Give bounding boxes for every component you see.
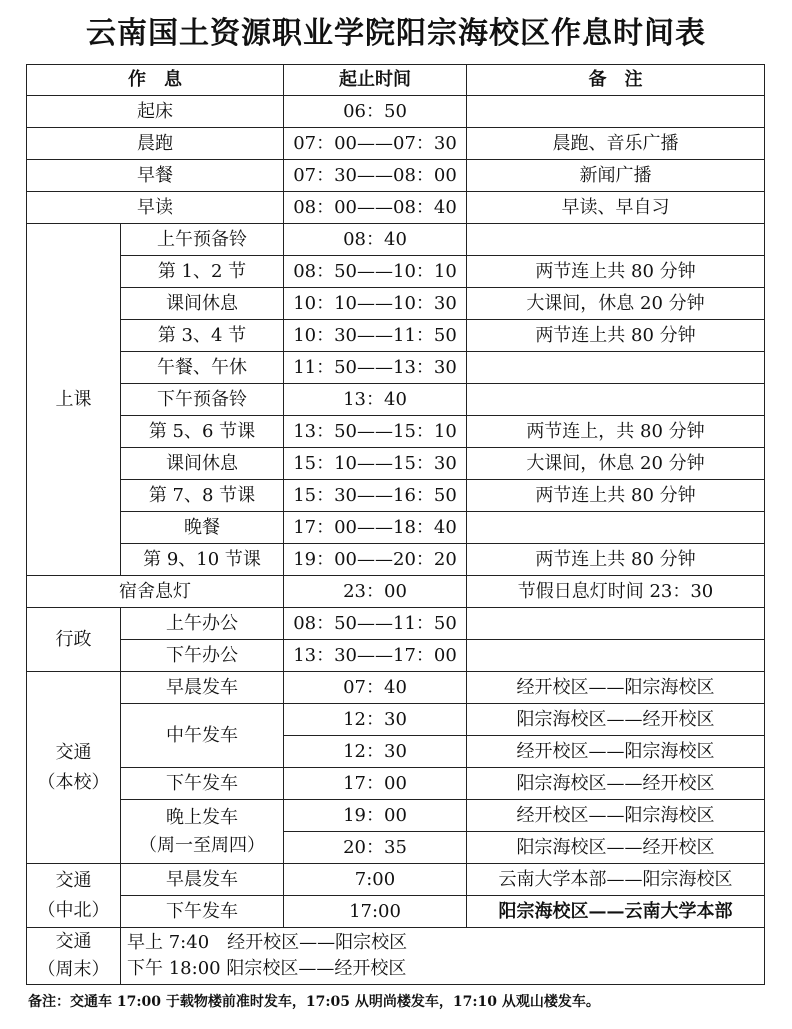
table-row — [27, 864, 765, 896]
table-row — [27, 128, 765, 160]
table-row — [27, 320, 765, 352]
row-note: 两节连上共 80 分钟 — [467, 480, 765, 512]
table-row — [27, 288, 765, 320]
table-row — [27, 480, 765, 512]
table-row — [27, 544, 765, 576]
group-label-admin: 行政 — [27, 608, 121, 672]
row-time: 08：50——10：10 — [284, 256, 467, 288]
group-label-line: 交通 — [55, 741, 92, 763]
table-row — [27, 192, 765, 224]
row-time: 13：40 — [284, 384, 467, 416]
table-row — [27, 448, 765, 480]
row-time: 20：35 — [284, 832, 467, 864]
table-row — [27, 800, 765, 832]
row-time: 17:00 — [284, 896, 467, 928]
row-note: 两节连上共 80 分钟 — [467, 544, 765, 576]
row-note: 经开校区——阳宗海校区 — [467, 672, 765, 704]
row-time: 10：10——10：30 — [284, 288, 467, 320]
table-row — [27, 512, 765, 544]
group-label-line: 交通 — [55, 869, 92, 891]
row-label: 午餐、午休 — [121, 352, 284, 384]
row-note: 两节连上，共 80 分钟 — [467, 416, 765, 448]
table-row — [27, 608, 765, 640]
row-note — [467, 96, 765, 128]
row-label: 课间休息 — [121, 288, 284, 320]
footnote: 备注：交通车 17:00 于载物楼前准时发车，17:05 从明尚楼发车，17:10 从观山楼发车。 — [28, 994, 600, 1010]
group-label-line: （本校） — [37, 771, 110, 793]
row-label: 中午发车 — [121, 704, 284, 768]
row-label: 上午预备铃 — [121, 224, 284, 256]
table-row — [27, 672, 765, 704]
table-row — [27, 416, 765, 448]
row-label: 早餐 — [27, 160, 284, 192]
group-label-line: （中北） — [37, 899, 110, 921]
row-time: 17：00——18：40 — [284, 512, 467, 544]
row-note: 阳宗海校区——经开校区 — [467, 768, 765, 800]
row-note — [467, 384, 765, 416]
row-time: 17：00 — [284, 768, 467, 800]
row-label: 早晨发车 — [121, 672, 284, 704]
weekend-line: 早上 7:40 经开校区——阳宗校区 — [127, 932, 408, 953]
row-label: 下午发车 — [121, 768, 284, 800]
row-note: 大课间，休息 20 分钟 — [467, 288, 765, 320]
weekend-line: 下午 18:00 阳宗校区——经开校区 — [127, 958, 407, 979]
group-label-classes: 上课 — [27, 224, 121, 576]
table-row — [27, 640, 765, 672]
row-label: 下午预备铃 — [121, 384, 284, 416]
table-row — [27, 928, 765, 985]
table-row — [27, 896, 765, 928]
row-label: 下午发车 — [121, 896, 284, 928]
table-row — [27, 768, 765, 800]
row-label: 第 7、8 节课 — [121, 480, 284, 512]
table-row — [27, 576, 765, 608]
table-row — [27, 256, 765, 288]
row-label: 第 3、4 节 — [121, 320, 284, 352]
row-time: 15：10——15：30 — [284, 448, 467, 480]
row-label: 课间休息 — [121, 448, 284, 480]
row-note — [467, 608, 765, 640]
header-row — [27, 65, 765, 96]
row-time: 08：00——08：40 — [284, 192, 467, 224]
row-time: 06：50 — [284, 96, 467, 128]
page-title: 云南国土资源职业学院阳宗海校区作息时间表 — [86, 16, 706, 51]
row-note: 新闻广播 — [467, 160, 765, 192]
row-label: 晨跑 — [27, 128, 284, 160]
row-note: 阳宗海校区——经开校区 — [467, 704, 765, 736]
row-time: 7:00 — [284, 864, 467, 896]
table-row — [27, 384, 765, 416]
row-time: 13：30——17：00 — [284, 640, 467, 672]
row-note: 两节连上共 80 分钟 — [467, 320, 765, 352]
table-row — [27, 96, 765, 128]
group-label-line: （周末） — [37, 959, 110, 980]
header-note: 备 注 — [467, 65, 765, 96]
header-activity: 作 息 — [27, 65, 284, 96]
row-note — [467, 512, 765, 544]
row-label: 上午办公 — [121, 608, 284, 640]
row-time: 13：50——15：10 — [284, 416, 467, 448]
row-label: 早晨发车 — [121, 864, 284, 896]
group-label-transport-main — [27, 672, 121, 864]
row-label: 早读 — [27, 192, 284, 224]
row-note: 两节连上共 80 分钟 — [467, 256, 765, 288]
table-row — [27, 160, 765, 192]
row-time: 19：00 — [284, 800, 467, 832]
weekend-schedule — [121, 928, 765, 985]
row-time: 07：30——08：00 — [284, 160, 467, 192]
row-time: 07：40 — [284, 672, 467, 704]
group-label-transport-north — [27, 864, 121, 928]
group-label-transport-weekend — [27, 928, 121, 985]
row-label: 晚餐 — [121, 512, 284, 544]
row-note: 云南大学本部——阳宗海校区 — [467, 864, 765, 896]
row-time: 08：40 — [284, 224, 467, 256]
row-label: 下午办公 — [121, 640, 284, 672]
row-label: 第 9、10 节课 — [121, 544, 284, 576]
row-note: 经开校区——阳宗海校区 — [467, 800, 765, 832]
row-note — [467, 640, 765, 672]
row-note: 早读、早自习 — [467, 192, 765, 224]
row-time: 23：00 — [284, 576, 467, 608]
row-label-line: 晚上发车 — [166, 806, 238, 828]
table-row — [27, 352, 765, 384]
row-note: 晨跑、音乐广播 — [467, 128, 765, 160]
row-note — [467, 352, 765, 384]
row-label — [121, 800, 284, 864]
row-note: 经开校区——阳宗海校区 — [467, 736, 765, 768]
row-note: 大课间，休息 20 分钟 — [467, 448, 765, 480]
row-time: 07：00——07：30 — [284, 128, 467, 160]
row-note: 节假日息灯时间 23：30 — [467, 576, 765, 608]
row-label: 第 1、2 节 — [121, 256, 284, 288]
header-time: 起止时间 — [284, 65, 467, 96]
schedule-table — [26, 64, 765, 985]
table-row — [27, 224, 765, 256]
row-time: 19：00——20：20 — [284, 544, 467, 576]
row-note: 阳宗海校区——云南大学本部 — [467, 896, 765, 928]
row-note — [467, 224, 765, 256]
row-time: 11：50——13：30 — [284, 352, 467, 384]
row-time: 12：30 — [284, 736, 467, 768]
row-time: 15：30——16：50 — [284, 480, 467, 512]
table-row — [27, 704, 765, 736]
row-time: 10：30——11：50 — [284, 320, 467, 352]
row-label: 第 5、6 节课 — [121, 416, 284, 448]
group-label-line: 交通 — [55, 931, 92, 952]
row-label: 宿舍息灯 — [27, 576, 284, 608]
row-note: 阳宗海校区——经开校区 — [467, 832, 765, 864]
row-label: 起床 — [27, 96, 284, 128]
row-label-line: （周一至周四） — [139, 834, 265, 856]
row-time: 12：30 — [284, 704, 467, 736]
row-time: 08：50——11：50 — [284, 608, 467, 640]
